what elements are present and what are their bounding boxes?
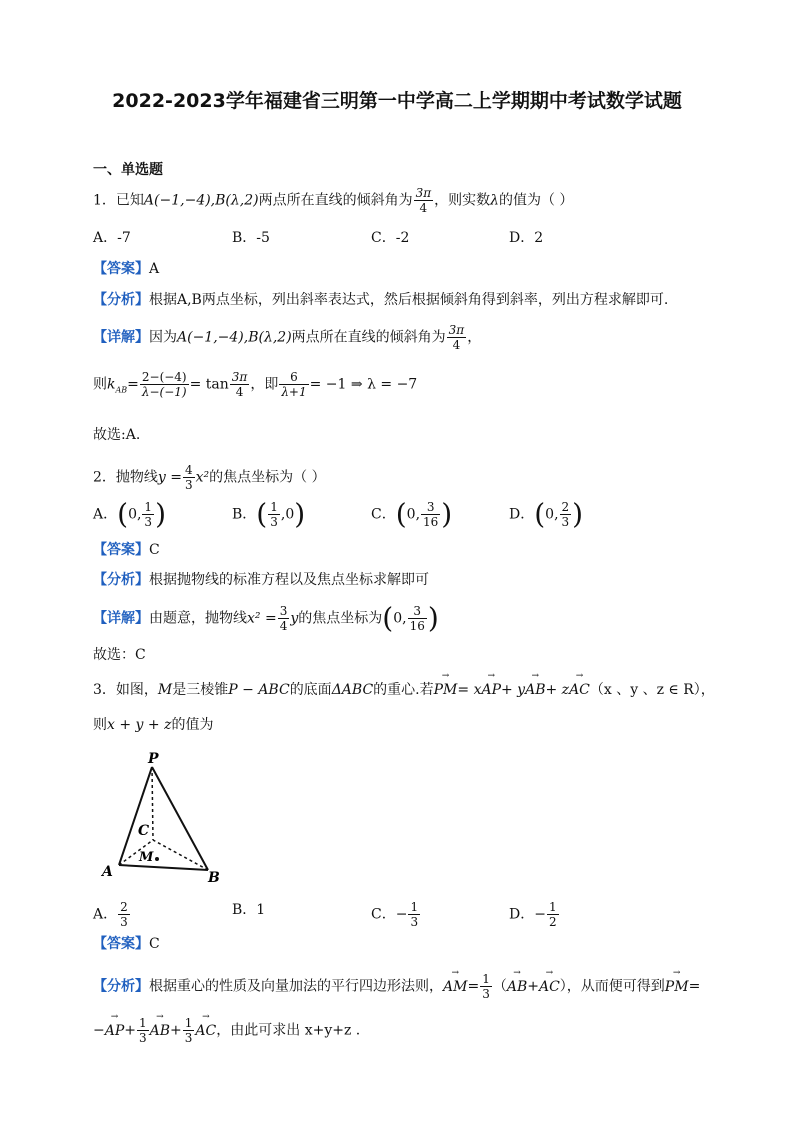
q2-option-c: C．(0, $\frac{3}{16}$ ) (371, 497, 453, 531)
q1-stem: 1．已知A(−1,−4),B(λ,2)两点所在直线的倾斜角为 $\frac{3\pi}{4}$ ，则实数λ的值为（ ） (93, 186, 574, 215)
q3-option-d: D．− $\frac{1}{2}$ (509, 900, 557, 929)
q1-conclusion: 故选:A. (93, 427, 141, 443)
q3-analysis-line2: −→ AP+ $\frac{1}{3}$ → AB+ $\frac{1}{3}$ → AC，由此可求出 x+y+z . (93, 1016, 360, 1045)
q2-option-a: A．(0, $\frac{1}{3}$ ) (93, 497, 166, 531)
q1-calculation: 则$k_{AB}=$ $\frac{2-(-4)}{\lambda-(-1)}$ = tan $\frac{3\pi}{4}$ ，即 $\frac{6}{\lambda+1}$ = −1 ⇒ λ = −7 (93, 370, 418, 399)
q3-stem-line2: 则x + y + z的值为 (93, 717, 214, 733)
q2-answer: 【答案】C (93, 542, 160, 558)
edge-pc (152, 767, 153, 840)
label-a: A (102, 864, 113, 880)
q3-stem: 3．如图，M是三棱锥P − ABC的底面ΔABC的重心.若→ PM= x→ AP+ y→ AB+ z→ AC（x 、y 、z ∈ R）， (93, 683, 715, 697)
q1-option-a: A．-7 (93, 230, 131, 246)
label-c: C (138, 823, 150, 839)
point-m (155, 857, 159, 861)
q1-detail: 【详解】因为A(−1,−4),B(λ,2)两点所在直线的倾斜角为 $\frac{3\pi}{4}$ ， (93, 323, 482, 352)
q2-analysis: 【分析】根据抛物线的标准方程以及焦点坐标求解即可 (93, 572, 429, 588)
q3-answer: 【答案】C (93, 936, 160, 952)
q1-option-c: C．-2 (371, 230, 410, 246)
q3-option-c: C．− $\frac{1}{3}$ (371, 900, 419, 929)
pyramid-figure (95, 745, 235, 885)
section-heading: 一、单选题 (93, 162, 163, 178)
q1-option-b: B．-5 (232, 230, 270, 246)
label-p: P (148, 751, 159, 767)
q3-option-b: B．1 (232, 902, 266, 918)
q1-analysis: 【分析】根据A,B两点坐标，列出斜率表达式，然后根据倾斜角得到斜率，列出方程求解即可. (93, 292, 669, 308)
label-m: M (139, 850, 154, 865)
label-b: B (208, 870, 220, 885)
q2-option-b: B．( $\frac{1}{3}$ ,0) (232, 497, 306, 531)
q2-option-d: D．(0, $\frac{2}{3}$ ) (509, 497, 584, 531)
q3-option-a: A． $\frac{2}{3}$ (93, 900, 128, 929)
page-title: 2022-2023学年福建省三明第一中学高二上学期期中考试数学试题 (112, 90, 682, 112)
edge-ab (119, 865, 208, 870)
q1-option-d: D．2 (509, 230, 544, 246)
q2-stem: 2．抛物线y = $\frac{4}{3}$ x²的焦点坐标为（ ） (93, 463, 326, 492)
q2-detail: 【详解】由题意，抛物线x² = $\frac{3}{4}$ y的焦点坐标为(0, $\frac{3}{16}$ ) (93, 601, 439, 635)
q1-angle-fraction: $\frac{3\pi}{4}$ (415, 186, 432, 215)
q3-analysis: 【分析】根据重心的性质及向量加法的平行四边形法则，→ AM= $\frac{1}{3}$ （→ AB+→ AC），从而便可得到→ PM= (93, 972, 700, 1001)
q2-conclusion: 故选：C (93, 647, 146, 663)
q1-answer: 【答案】A (93, 261, 160, 277)
